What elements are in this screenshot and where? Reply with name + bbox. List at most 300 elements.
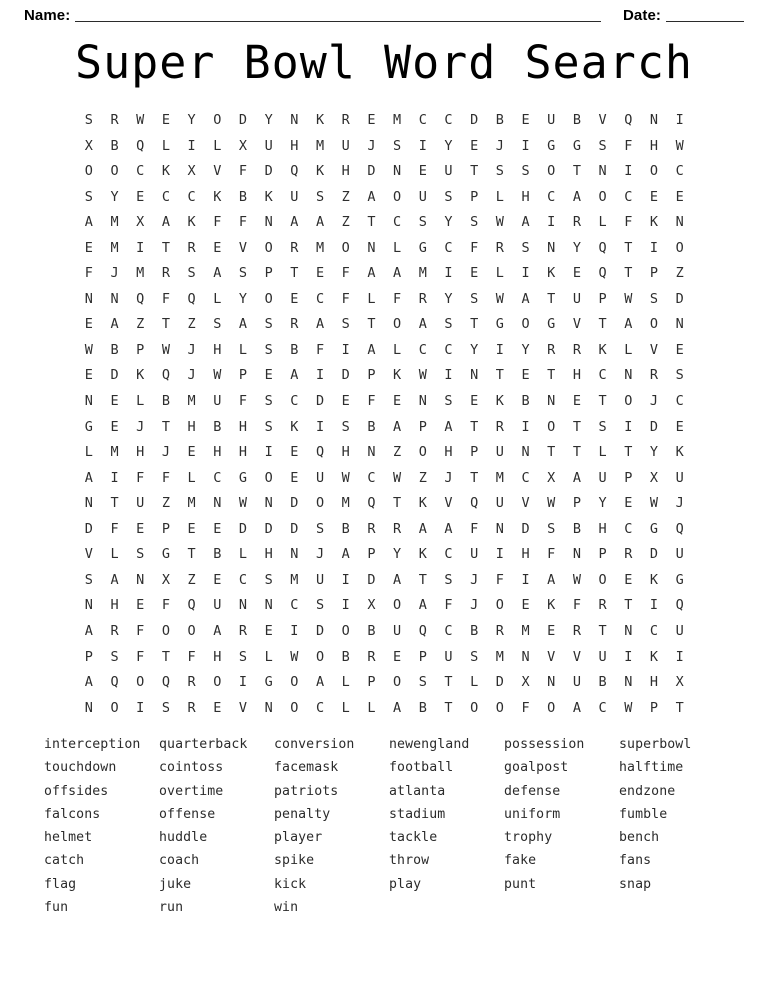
grid-cell[interactable]: Z <box>418 469 427 486</box>
grid-cell[interactable]: L <box>341 699 350 716</box>
grid-cell[interactable]: E <box>470 137 479 154</box>
grid-cell[interactable]: S <box>470 214 479 231</box>
grid-cell[interactable]: N <box>110 290 119 307</box>
word-list-item[interactable]: overtime <box>159 783 224 799</box>
grid-cell[interactable]: N <box>521 444 530 461</box>
grid-cell[interactable]: J <box>470 597 479 614</box>
grid-cell[interactable]: N <box>675 316 684 333</box>
grid-cell[interactable]: S <box>393 137 402 154</box>
grid-cell[interactable]: F <box>84 265 93 282</box>
grid-cell[interactable]: E <box>84 367 93 384</box>
grid-cell[interactable]: D <box>110 367 119 384</box>
grid-cell[interactable]: Q <box>161 674 170 691</box>
grid-cell[interactable]: W <box>624 290 633 307</box>
grid-cell[interactable]: O <box>264 239 273 256</box>
grid-cell[interactable]: Z <box>187 571 196 588</box>
grid-cell[interactable]: U <box>675 622 684 639</box>
grid-cell[interactable]: L <box>598 444 607 461</box>
grid-cell[interactable]: Y <box>238 290 248 307</box>
grid-cell[interactable]: L <box>238 546 248 563</box>
grid-cell[interactable]: C <box>418 341 427 358</box>
grid-cell[interactable]: P <box>264 265 273 282</box>
grid-cell[interactable]: I <box>238 674 248 691</box>
grid-cell[interactable]: W <box>213 367 222 384</box>
grid-cell[interactable]: S <box>418 214 427 231</box>
grid-cell[interactable]: M <box>136 265 145 282</box>
grid-cell[interactable]: E <box>213 699 222 716</box>
grid-cell[interactable]: I <box>341 597 350 614</box>
grid-cell[interactable]: O <box>264 469 273 486</box>
grid-cell[interactable]: H <box>598 520 607 537</box>
grid-cell[interactable]: R <box>187 239 196 256</box>
grid-cell[interactable]: S <box>675 367 684 384</box>
grid-cell[interactable]: E <box>521 112 530 129</box>
grid-cell[interactable]: S <box>470 290 479 307</box>
grid-cell[interactable]: T <box>598 622 607 639</box>
word-list-item[interactable]: fans <box>619 853 652 869</box>
grid-cell[interactable]: W <box>290 648 299 665</box>
grid-cell[interactable]: V <box>598 112 607 129</box>
grid-cell[interactable]: V <box>238 699 248 716</box>
grid-cell[interactable]: O <box>213 674 222 691</box>
grid-cell[interactable]: S <box>444 188 453 205</box>
grid-cell[interactable]: E <box>290 290 299 307</box>
grid-cell[interactable]: U <box>598 469 607 486</box>
grid-cell[interactable]: Q <box>624 112 633 129</box>
grid-cell[interactable]: G <box>495 316 504 333</box>
grid-cell[interactable]: O <box>393 674 402 691</box>
grid-cell[interactable]: B <box>367 622 376 639</box>
grid-cell[interactable]: U <box>495 495 504 512</box>
grid-cell[interactable]: Q <box>418 622 427 639</box>
grid-cell[interactable]: T <box>444 699 453 716</box>
word-list-item[interactable]: football <box>389 760 454 776</box>
grid-cell[interactable]: T <box>598 393 607 410</box>
grid-cell[interactable]: C <box>444 622 453 639</box>
grid-cell[interactable]: G <box>84 418 93 435</box>
grid-cell[interactable]: K <box>598 341 607 358</box>
grid-cell[interactable]: F <box>572 597 581 614</box>
grid-cell[interactable]: C <box>136 163 145 180</box>
grid-cell[interactable]: N <box>367 444 376 461</box>
grid-cell[interactable]: S <box>521 163 530 180</box>
grid-cell[interactable]: G <box>418 239 427 256</box>
grid-cell[interactable]: P <box>367 546 376 563</box>
grid-cell[interactable]: E <box>393 648 402 665</box>
grid-cell[interactable]: H <box>521 546 530 563</box>
grid-cell[interactable]: N <box>84 597 93 614</box>
word-list-item[interactable]: conversion <box>274 737 355 752</box>
grid-cell[interactable]: V <box>213 163 222 180</box>
grid-cell[interactable]: K <box>649 648 659 665</box>
grid-cell[interactable]: B <box>572 112 581 129</box>
grid-cell[interactable]: A <box>367 341 376 358</box>
grid-cell[interactable]: I <box>444 367 453 384</box>
grid-cell[interactable]: V <box>649 341 659 358</box>
grid-cell[interactable]: P <box>238 367 248 384</box>
grid-cell[interactable]: Y <box>521 341 530 358</box>
grid-cell[interactable]: E <box>290 444 299 461</box>
word-list-item[interactable]: fun <box>44 900 69 916</box>
grid-cell[interactable]: H <box>290 137 299 154</box>
grid-cell[interactable]: O <box>547 163 556 180</box>
grid-cell[interactable]: I <box>136 699 145 716</box>
grid-cell[interactable]: B <box>418 699 427 716</box>
word-list-item[interactable]: defense <box>504 783 561 799</box>
grid-cell[interactable]: U <box>264 137 273 154</box>
word-search-grid[interactable] <box>76 108 693 721</box>
grid-cell[interactable]: Q <box>136 137 145 154</box>
grid-cell[interactable]: P <box>598 290 607 307</box>
grid-cell[interactable]: N <box>624 674 633 691</box>
grid-cell[interactable]: T <box>470 163 479 180</box>
grid-cell[interactable]: D <box>675 290 684 307</box>
grid-cell[interactable]: U <box>315 469 325 486</box>
grid-cell[interactable]: H <box>213 648 222 665</box>
grid-cell[interactable]: L <box>136 393 145 410</box>
grid-cell[interactable]: D <box>264 520 273 537</box>
grid-cell[interactable]: W <box>495 290 504 307</box>
grid-cell[interactable]: R <box>110 112 119 129</box>
grid-cell[interactable]: B <box>341 648 350 665</box>
grid-cell[interactable]: S <box>213 316 222 333</box>
grid-cell[interactable]: L <box>187 469 196 486</box>
grid-cell[interactable]: W <box>547 495 556 512</box>
grid-cell[interactable]: B <box>290 341 299 358</box>
grid-cell[interactable]: S <box>649 290 659 307</box>
grid-cell[interactable]: R <box>624 546 633 563</box>
grid-cell[interactable]: Y <box>264 112 273 129</box>
grid-cell[interactable]: T <box>675 699 684 716</box>
grid-cell[interactable]: L <box>624 341 633 358</box>
grid-cell[interactable]: I <box>547 214 556 231</box>
grid-cell[interactable]: O <box>624 393 633 410</box>
grid-cell[interactable]: D <box>470 112 479 129</box>
grid-cell[interactable]: P <box>649 699 659 716</box>
grid-cell[interactable]: D <box>649 418 659 435</box>
grid-cell[interactable]: H <box>110 597 119 614</box>
grid-cell[interactable]: D <box>341 367 350 384</box>
grid-cell[interactable]: Y <box>444 214 453 231</box>
grid-cell[interactable]: Z <box>393 444 402 461</box>
grid-cell[interactable]: S <box>187 265 196 282</box>
grid-cell[interactable]: A <box>367 265 376 282</box>
grid-cell[interactable]: F <box>521 699 530 716</box>
grid-cell[interactable]: W <box>161 341 170 358</box>
grid-cell[interactable]: S <box>444 393 453 410</box>
grid-cell[interactable]: Q <box>187 290 196 307</box>
grid-cell[interactable]: O <box>393 316 402 333</box>
grid-cell[interactable]: K <box>187 214 196 231</box>
grid-cell[interactable]: C <box>290 393 299 410</box>
grid-cell[interactable]: V <box>521 495 530 512</box>
grid-cell[interactable]: E <box>213 239 222 256</box>
grid-cell[interactable]: T <box>470 418 479 435</box>
grid-cell[interactable]: A <box>110 316 119 333</box>
grid-cell[interactable]: N <box>290 546 299 563</box>
grid-cell[interactable]: T <box>161 648 170 665</box>
grid-cell[interactable]: K <box>136 367 145 384</box>
grid-cell[interactable]: E <box>110 393 119 410</box>
grid-cell[interactable]: N <box>264 214 273 231</box>
grid-cell[interactable]: N <box>624 622 633 639</box>
grid-cell[interactable]: E <box>161 112 170 129</box>
grid-cell[interactable]: K <box>649 571 659 588</box>
grid-cell[interactable]: I <box>315 418 325 435</box>
grid-cell[interactable]: I <box>649 597 659 614</box>
grid-cell[interactable]: N <box>213 495 222 512</box>
grid-cell[interactable]: Q <box>675 520 684 537</box>
word-list-item[interactable]: endzone <box>619 783 676 799</box>
grid-cell[interactable]: E <box>624 571 633 588</box>
grid-cell[interactable]: S <box>547 520 556 537</box>
word-list-item[interactable]: win <box>274 900 299 916</box>
grid-cell[interactable]: N <box>547 239 556 256</box>
grid-cell[interactable]: C <box>367 469 376 486</box>
grid-cell[interactable]: R <box>495 418 504 435</box>
grid-cell[interactable]: V <box>84 546 93 563</box>
grid-cell[interactable]: N <box>393 163 402 180</box>
grid-cell[interactable]: X <box>649 469 659 486</box>
grid-cell[interactable]: T <box>624 444 633 461</box>
grid-cell[interactable]: X <box>136 214 145 231</box>
grid-cell[interactable]: Y <box>572 239 581 256</box>
word-list-item[interactable]: tackle <box>389 830 438 846</box>
grid-cell[interactable]: L <box>213 290 222 307</box>
grid-cell[interactable]: A <box>393 571 402 588</box>
grid-cell[interactable]: V <box>547 648 556 665</box>
grid-cell[interactable]: A <box>418 316 427 333</box>
grid-cell[interactable]: C <box>315 290 325 307</box>
grid-cell[interactable]: P <box>367 674 376 691</box>
grid-cell[interactable]: S <box>161 699 170 716</box>
grid-cell[interactable]: I <box>187 137 196 154</box>
word-list-item[interactable]: touchdown <box>44 760 117 776</box>
grid-cell[interactable]: T <box>547 367 556 384</box>
grid-cell[interactable]: C <box>213 469 222 486</box>
grid-cell[interactable]: G <box>238 469 248 486</box>
grid-cell[interactable]: A <box>238 316 248 333</box>
grid-cell[interactable]: J <box>470 571 479 588</box>
grid-cell[interactable]: I <box>624 163 633 180</box>
grid-cell[interactable]: E <box>264 367 273 384</box>
grid-cell[interactable]: N <box>84 290 93 307</box>
grid-cell[interactable]: S <box>315 597 325 614</box>
word-list-item[interactable]: kick <box>274 876 307 892</box>
grid-cell[interactable]: U <box>418 188 427 205</box>
grid-cell[interactable]: N <box>495 520 504 537</box>
grid-cell[interactable]: N <box>598 163 607 180</box>
grid-cell[interactable]: Z <box>341 188 350 205</box>
word-list-item[interactable]: interception <box>44 737 141 752</box>
word-list-item[interactable]: run <box>159 900 184 916</box>
grid-cell[interactable]: P <box>649 265 659 282</box>
grid-cell[interactable]: A <box>393 418 402 435</box>
grid-cell[interactable]: F <box>624 137 633 154</box>
grid-cell[interactable]: S <box>418 674 427 691</box>
grid-cell[interactable]: F <box>213 214 222 231</box>
grid-cell[interactable]: O <box>110 163 119 180</box>
grid-cell[interactable]: A <box>572 469 581 486</box>
grid-cell[interactable]: R <box>495 622 504 639</box>
date-input-rule[interactable] <box>666 8 744 22</box>
grid-cell[interactable]: P <box>470 444 479 461</box>
grid-cell[interactable]: U <box>444 163 453 180</box>
grid-cell[interactable]: S <box>495 163 504 180</box>
grid-cell[interactable]: W <box>393 469 402 486</box>
grid-cell[interactable]: Z <box>187 316 196 333</box>
grid-cell[interactable]: A <box>315 214 325 231</box>
grid-cell[interactable]: Q <box>470 495 479 512</box>
grid-cell[interactable]: W <box>418 367 427 384</box>
grid-cell[interactable]: O <box>418 444 427 461</box>
grid-cell[interactable]: E <box>187 444 196 461</box>
grid-cell[interactable]: D <box>238 112 248 129</box>
grid-cell[interactable]: E <box>572 393 581 410</box>
grid-cell[interactable]: F <box>136 469 145 486</box>
grid-cell[interactable]: W <box>238 495 248 512</box>
grid-cell[interactable]: B <box>367 418 376 435</box>
grid-cell[interactable]: S <box>341 418 350 435</box>
grid-cell[interactable]: E <box>521 597 530 614</box>
grid-cell[interactable]: Q <box>290 163 299 180</box>
grid-cell[interactable]: N <box>521 648 530 665</box>
grid-cell[interactable]: S <box>264 418 273 435</box>
grid-cell[interactable]: E <box>367 112 376 129</box>
grid-cell[interactable]: X <box>187 163 196 180</box>
grid-cell[interactable]: K <box>547 265 556 282</box>
grid-cell[interactable]: N <box>649 112 659 129</box>
grid-cell[interactable]: K <box>264 188 273 205</box>
grid-cell[interactable]: A <box>444 520 453 537</box>
grid-cell[interactable]: X <box>675 674 684 691</box>
grid-cell[interactable]: W <box>572 571 581 588</box>
grid-cell[interactable]: E <box>470 265 479 282</box>
grid-cell[interactable]: F <box>624 214 633 231</box>
grid-cell[interactable]: O <box>598 571 607 588</box>
grid-cell[interactable]: F <box>187 648 196 665</box>
grid-cell[interactable]: I <box>315 367 325 384</box>
grid-cell[interactable]: M <box>110 444 119 461</box>
grid-cell[interactable]: C <box>444 341 453 358</box>
grid-cell[interactable]: H <box>264 546 273 563</box>
grid-cell[interactable]: I <box>495 341 504 358</box>
grid-cell[interactable]: B <box>238 188 248 205</box>
grid-cell[interactable]: I <box>110 469 119 486</box>
grid-cell[interactable]: R <box>290 316 299 333</box>
grid-cell[interactable]: A <box>84 622 93 639</box>
word-list-item[interactable]: player <box>274 830 323 846</box>
grid-cell[interactable]: G <box>675 571 684 588</box>
grid-cell[interactable]: S <box>444 571 453 588</box>
grid-cell[interactable]: U <box>393 622 402 639</box>
grid-cell[interactable]: P <box>367 367 376 384</box>
grid-cell[interactable]: H <box>187 418 196 435</box>
grid-cell[interactable]: S <box>264 341 273 358</box>
grid-cell[interactable]: M <box>110 239 119 256</box>
grid-cell[interactable]: Y <box>444 137 453 154</box>
grid-cell[interactable]: N <box>547 393 556 410</box>
grid-cell[interactable]: O <box>341 239 350 256</box>
grid-cell[interactable]: D <box>290 520 299 537</box>
grid-cell[interactable]: Z <box>341 214 350 231</box>
grid-cell[interactable]: K <box>418 495 427 512</box>
grid-cell[interactable]: H <box>238 444 248 461</box>
grid-cell[interactable]: D <box>315 622 325 639</box>
grid-cell[interactable]: M <box>495 648 504 665</box>
grid-cell[interactable]: W <box>84 341 93 358</box>
grid-cell[interactable]: F <box>136 648 145 665</box>
grid-cell[interactable]: E <box>136 597 145 614</box>
grid-cell[interactable]: U <box>470 546 479 563</box>
word-list-item[interactable]: cointoss <box>159 760 224 776</box>
grid-cell[interactable]: C <box>238 571 248 588</box>
word-list-item[interactable]: goalpost <box>504 760 569 776</box>
grid-cell[interactable]: W <box>341 469 350 486</box>
grid-cell[interactable]: U <box>572 290 581 307</box>
grid-cell[interactable]: P <box>84 648 93 665</box>
grid-cell[interactable]: T <box>161 239 170 256</box>
grid-cell[interactable]: S <box>84 112 93 129</box>
grid-cell[interactable]: E <box>136 520 145 537</box>
grid-cell[interactable]: F <box>238 214 248 231</box>
grid-cell[interactable]: K <box>418 546 427 563</box>
grid-cell[interactable]: J <box>110 265 119 282</box>
grid-cell[interactable]: S <box>444 316 453 333</box>
grid-cell[interactable]: S <box>315 188 325 205</box>
grid-cell[interactable]: I <box>290 622 299 639</box>
grid-cell[interactable]: F <box>547 546 556 563</box>
grid-cell[interactable]: O <box>598 188 607 205</box>
grid-cell[interactable]: K <box>649 214 659 231</box>
grid-cell[interactable]: O <box>136 674 145 691</box>
grid-cell[interactable]: W <box>675 137 684 154</box>
grid-cell[interactable]: O <box>495 699 504 716</box>
grid-cell[interactable]: S <box>264 571 273 588</box>
grid-cell[interactable]: T <box>624 265 633 282</box>
grid-cell[interactable]: E <box>213 571 222 588</box>
grid-cell[interactable]: F <box>470 520 479 537</box>
grid-cell[interactable]: N <box>136 571 145 588</box>
grid-cell[interactable]: H <box>213 444 222 461</box>
grid-cell[interactable]: T <box>290 265 299 282</box>
grid-cell[interactable]: E <box>290 469 299 486</box>
grid-cell[interactable]: K <box>393 367 402 384</box>
word-list-item[interactable]: uniform <box>504 806 561 822</box>
grid-cell[interactable]: X <box>521 674 530 691</box>
grid-cell[interactable]: K <box>161 163 170 180</box>
grid-cell[interactable]: V <box>444 495 453 512</box>
grid-cell[interactable]: J <box>675 495 684 512</box>
grid-cell[interactable]: L <box>161 137 170 154</box>
grid-cell[interactable]: E <box>675 188 684 205</box>
grid-cell[interactable]: E <box>521 367 530 384</box>
grid-cell[interactable]: F <box>161 469 170 486</box>
grid-cell[interactable]: F <box>341 265 350 282</box>
grid-cell[interactable]: C <box>418 112 427 129</box>
grid-cell[interactable]: T <box>161 418 170 435</box>
grid-cell[interactable]: H <box>341 444 350 461</box>
grid-cell[interactable]: B <box>110 341 119 358</box>
grid-cell[interactable]: M <box>315 239 325 256</box>
grid-cell[interactable]: E <box>84 239 93 256</box>
grid-cell[interactable]: O <box>315 495 325 512</box>
grid-cell[interactable]: O <box>84 163 93 180</box>
word-list-item[interactable]: newengland <box>389 737 470 752</box>
grid-cell[interactable]: O <box>290 674 299 691</box>
grid-cell[interactable]: O <box>290 699 299 716</box>
word-list-item[interactable]: play <box>389 876 422 892</box>
